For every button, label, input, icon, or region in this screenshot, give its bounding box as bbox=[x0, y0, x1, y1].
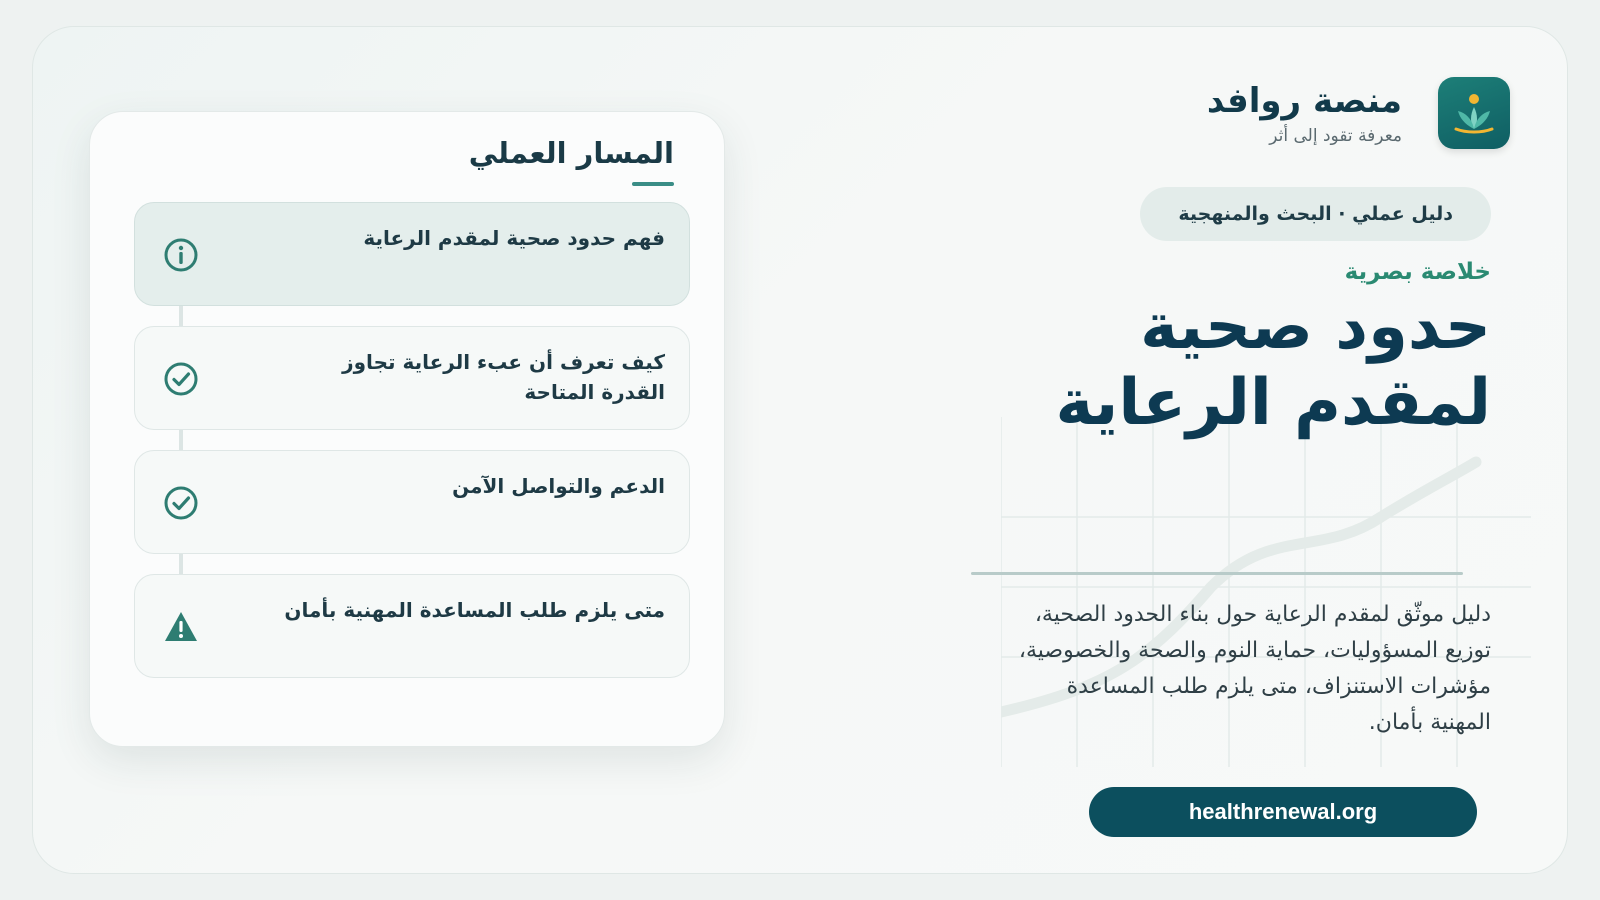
check-circle-icon bbox=[163, 485, 199, 521]
step-item-1[interactable] bbox=[134, 202, 690, 306]
divider-line bbox=[971, 572, 1463, 575]
step-connector bbox=[179, 552, 183, 574]
panel-title-underline bbox=[632, 182, 674, 186]
brand-name: منصة روافد bbox=[1206, 81, 1402, 121]
slide-card bbox=[32, 26, 1568, 874]
description-text: دليل موثّق لمقدم الرعاية حول بناء الحدود الصحية، توزيع المسؤوليات، حماية النوم والصحة والخصوصية، مؤشرات الاستنزاف، متى يلزم طلب المساعدة المهنية بأمان. bbox=[1018, 602, 1491, 735]
page-title: حدود صحية لمقدم الرعاية bbox=[1055, 290, 1491, 440]
step-item-3[interactable] bbox=[134, 450, 690, 554]
website-link-button[interactable]: healthrenewal.org bbox=[1089, 787, 1477, 837]
panel-title: المسار العملي bbox=[468, 136, 674, 170]
step-item-2[interactable] bbox=[134, 326, 690, 430]
check-circle-icon bbox=[163, 361, 199, 397]
brand-header bbox=[1207, 77, 1510, 149]
brand-tagline: معرفة تقود إلى أثر bbox=[1269, 126, 1402, 146]
step-connector bbox=[179, 304, 183, 326]
brand-logo-icon bbox=[1438, 77, 1510, 149]
step-label: كيف تعرف أن عبء الرعاية تجاوز القدرة المتاحة bbox=[342, 350, 665, 404]
info-icon bbox=[163, 237, 199, 273]
eyebrow-label: خلاصة بصرية bbox=[1344, 259, 1491, 285]
step-connector bbox=[179, 428, 183, 450]
step-label: الدعم والتواصل الآمن bbox=[452, 474, 665, 498]
step-item-4[interactable] bbox=[134, 574, 690, 678]
category-pill: دليل عملي · البحث والمنهجية bbox=[1140, 187, 1491, 241]
practical-path-panel bbox=[89, 111, 725, 747]
step-label: متى يلزم طلب المساعدة المهنية بأمان bbox=[284, 598, 665, 622]
warning-icon bbox=[163, 609, 199, 645]
step-label: فهم حدود صحية لمقدم الرعاية bbox=[363, 226, 665, 250]
